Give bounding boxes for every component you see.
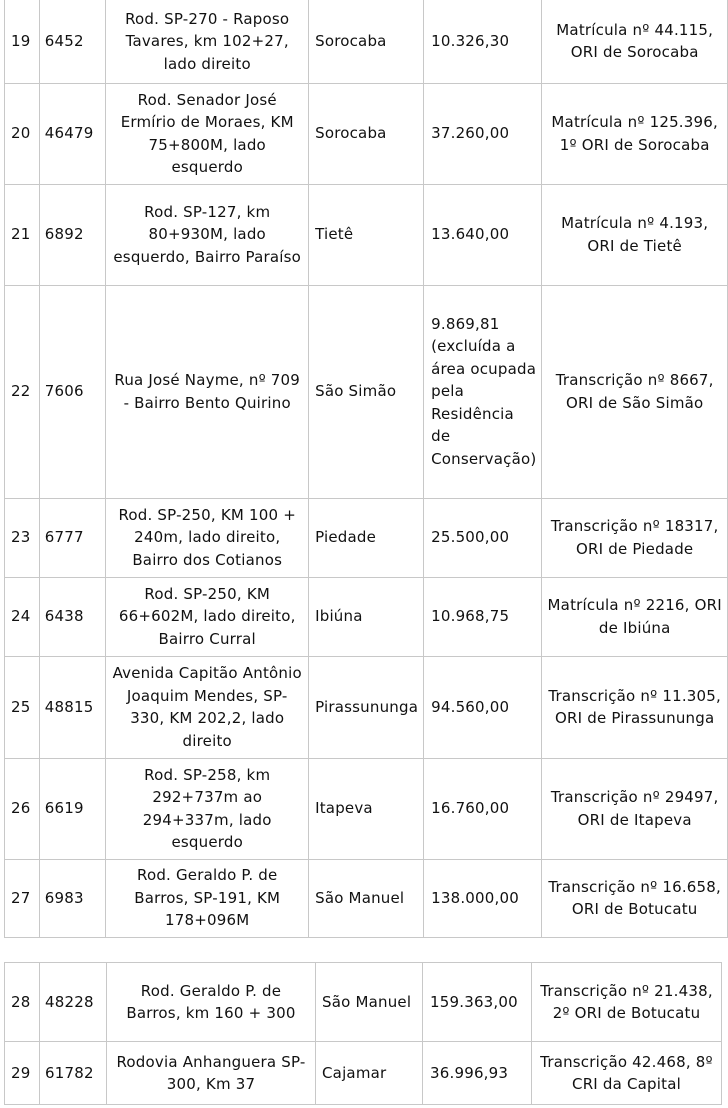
property-city: Sorocaba [309, 83, 424, 184]
row-number: 29 [5, 1042, 40, 1105]
property-code: 6777 [39, 498, 106, 577]
property-address: Rod. Senador José Ermírio de Moraes, KM 75+800M, lado esquerdo [106, 83, 309, 184]
property-code: 46479 [39, 83, 106, 184]
property-registry: Transcrição nº 21.438, 2º ORI de Botucatu [532, 963, 722, 1042]
property-registry: Matrícula nº 44.115, ORI de Sorocaba [542, 0, 728, 83]
property-code: 6983 [39, 859, 106, 937]
row-number: 23 [5, 498, 40, 577]
property-area: 10.968,75 [424, 577, 542, 656]
property-registry: Transcrição nº 16.658, ORI de Botucatu [542, 859, 728, 937]
table-row [5, 577, 728, 656]
property-area: 37.260,00 [424, 83, 542, 184]
table-row [5, 758, 728, 859]
table-row [5, 83, 728, 184]
property-area: 10.326,30 [424, 0, 542, 83]
property-area: 25.500,00 [424, 498, 542, 577]
property-address: Rod. SP-250, KM 100 + 240m, lado direito, Bairro dos Cotianos [106, 498, 309, 577]
property-city: São Simão [309, 285, 424, 498]
property-code: 6619 [39, 758, 106, 859]
property-address: Rodovia Anhanguera SP-300, Km 37 [107, 1042, 316, 1105]
table-row [5, 656, 728, 758]
property-code: 7606 [39, 285, 106, 498]
property-registry: Transcrição nº 18317, ORI de Piedade [542, 498, 728, 577]
row-number: 26 [5, 758, 40, 859]
property-area: 36.996,93 [423, 1042, 532, 1105]
table-row [5, 285, 728, 498]
property-city: São Manuel [309, 859, 424, 937]
property-table-bottom [4, 962, 722, 1105]
property-city: Cajamar [316, 1042, 423, 1105]
property-code: 6438 [39, 577, 106, 656]
property-city: Itapeva [309, 758, 424, 859]
property-city: Piedade [309, 498, 424, 577]
property-registry: Transcrição nº 11.305, ORI de Pirassununga [542, 656, 728, 758]
table-row [5, 859, 728, 937]
row-number: 21 [5, 184, 40, 285]
row-number: 25 [5, 656, 40, 758]
property-code: 6892 [39, 184, 106, 285]
row-number: 27 [5, 859, 40, 937]
row-number: 22 [5, 285, 40, 498]
property-address: Rod. Geraldo P. de Barros, SP-191, KM 178+096M [106, 859, 309, 937]
property-area: 16.760,00 [424, 758, 542, 859]
row-number: 24 [5, 577, 40, 656]
row-number: 28 [5, 963, 40, 1042]
property-address: Rod. SP-127, km 80+930M, lado esquerdo, Bairro Paraíso [106, 184, 309, 285]
property-address: Rod. SP-250, KM 66+602M, lado direito, Bairro Curral [106, 577, 309, 656]
property-city: Ibiúna [309, 577, 424, 656]
property-city: Pirassununga [309, 656, 424, 758]
property-code: 61782 [40, 1042, 107, 1105]
property-area: 9.869,81 (excluída a área ocupada pela Residência de Conservação) [424, 285, 542, 498]
property-code: 6452 [39, 0, 106, 83]
property-city: Tietê [309, 184, 424, 285]
property-code: 48228 [40, 963, 107, 1042]
property-registry: Transcrição 42.468, 8º CRI da Capital [532, 1042, 722, 1105]
property-code: 48815 [39, 656, 106, 758]
property-address: Rod. SP-258, km 292+737m ao 294+337m, lado esquerdo [106, 758, 309, 859]
property-registry: Matrícula nº 4.193, ORI de Tietê [542, 184, 728, 285]
property-city: Sorocaba [309, 0, 424, 83]
property-area: 138.000,00 [424, 859, 542, 937]
property-area: 94.560,00 [424, 656, 542, 758]
property-address: Rua José Nayme, nº 709 - Bairro Bento Quirino [106, 285, 309, 498]
property-registry: Matrícula nº 2216, ORI de Ibiúna [542, 577, 728, 656]
property-registry: Transcrição nº 29497, ORI de Itapeva [542, 758, 728, 859]
table-row [5, 498, 728, 577]
property-area: 13.640,00 [424, 184, 542, 285]
table-row [5, 1042, 722, 1105]
property-table-top [4, 0, 728, 938]
property-address: Avenida Capitão Antônio Joaquim Mendes, SP-330, KM 202,2, lado direito [106, 656, 309, 758]
property-city: São Manuel [316, 963, 423, 1042]
table-row [5, 963, 722, 1042]
property-registry: Matrícula nº 125.396, 1º ORI de Sorocaba [542, 83, 728, 184]
row-number: 19 [5, 0, 40, 83]
property-registry: Transcrição nº 8667, ORI de São Simão [542, 285, 728, 498]
table-row [5, 0, 728, 83]
property-address: Rod. SP-270 - Raposo Tavares, km 102+27, lado direito [106, 0, 309, 83]
property-area: 159.363,00 [423, 963, 532, 1042]
table-row [5, 184, 728, 285]
property-address: Rod. Geraldo P. de Barros, km 160 + 300 [107, 963, 316, 1042]
row-number: 20 [5, 83, 40, 184]
